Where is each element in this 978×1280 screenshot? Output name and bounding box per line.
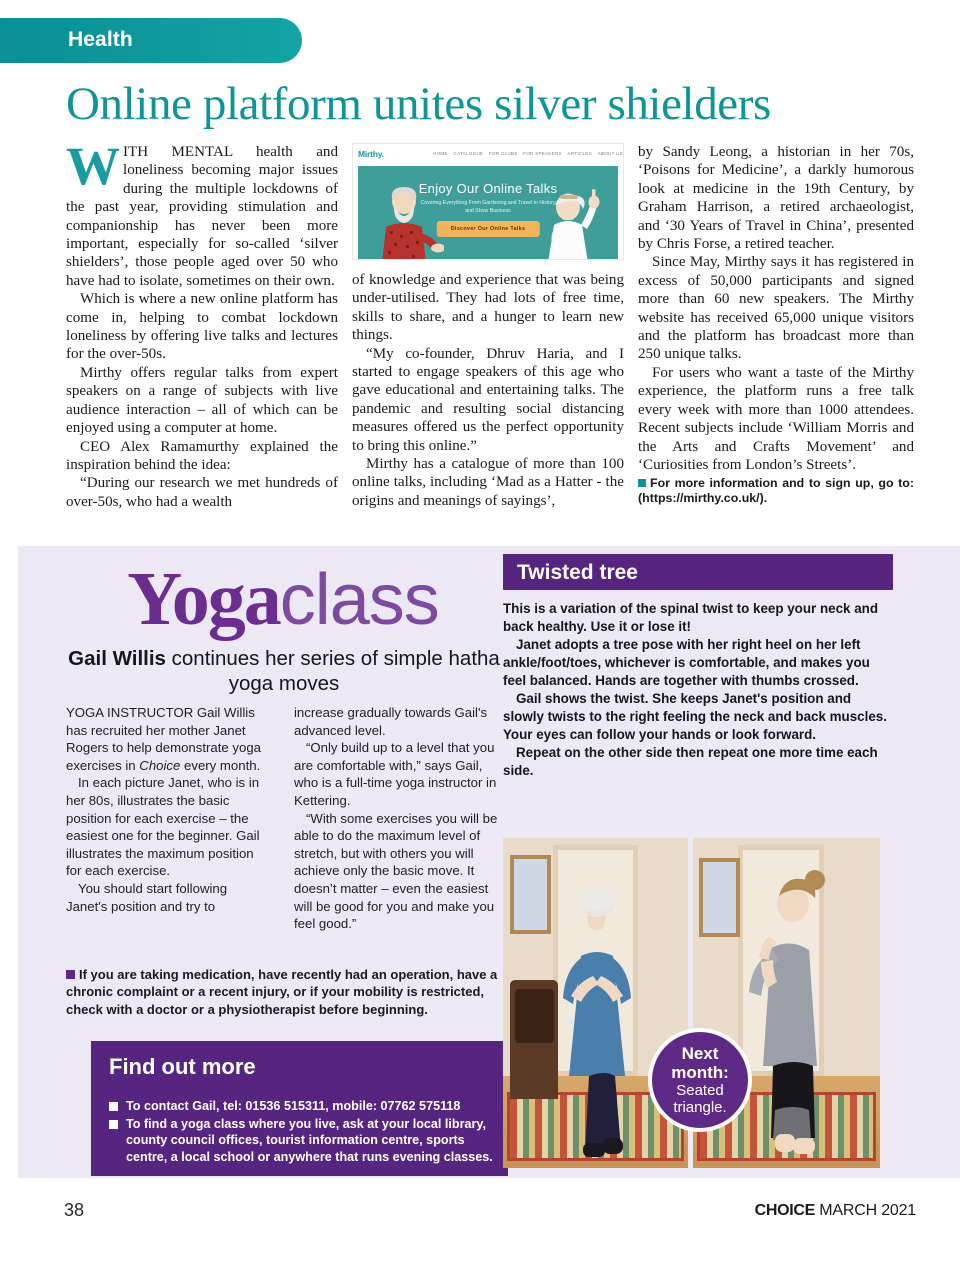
magazine-name-italic: Choice (139, 757, 181, 773)
paragraph: “During our research we met hundreds of over-50s, who had a wealth (66, 475, 338, 510)
medical-warning: If you are taking medication, have recently had an operation, have a chronic complaint or a recent injury, or if your mobility is restricted, check with a doctor or a physiotherapist before beginning. (66, 967, 498, 1017)
article-column-1 (66, 136, 338, 533)
yoga-column-1 (66, 704, 271, 915)
paragraph: “With some exercises you will be able to do the maximum level of stretch, but with others you will achieve only the basic move. It doesn’t matter – even the easiest will be good for you and make you feel good.” (294, 810, 498, 932)
page-title: Online platform unites silver shielders (66, 78, 771, 130)
yoga-column-2 (294, 704, 502, 933)
find-out-more-list (109, 1098, 499, 1166)
next-month-badge (648, 1028, 752, 1132)
next-badge-line4: triangle. (673, 1099, 727, 1116)
janet-figure (503, 838, 688, 1168)
paragraph: For users who want a taste of the Mirthy experience, the platform runs a free talk every week with more than 1000 attendees. Recent subjects include ‘William Morris and the Arts and Crafts Movement’ and ‘Curiosities from London’s Streets’. (638, 364, 914, 473)
paragraph: Repeat on the other side then repeat one more time each side. (503, 745, 878, 778)
yoga-subtitle-rest: continues her series of simple hatha yoga moves (165, 647, 500, 695)
twisted-tree-body (503, 600, 893, 780)
paragraph: Which is where a new online platform has come in, helping to combat lockdown loneliness by offering live talks and lectures for the over-50s. (66, 291, 338, 363)
hero-cta-button: Discover Our Online Talks (437, 221, 540, 237)
list-item: To contact Gail, tel: 01536 515311, mobile: 07762 575118 (109, 1098, 499, 1115)
mirthy-logo: Mirthy. (358, 149, 384, 159)
find-out-more-box (91, 1041, 508, 1176)
section-tab-label: Health (68, 28, 133, 51)
nav-catalogue: CATALOGUE (453, 151, 484, 156)
yoga-subtitle (64, 646, 504, 696)
hero-subtitle: Covering Everything From Gardening and Travel to History and Show Business (420, 200, 556, 214)
yoga-photo-pair (503, 838, 880, 1168)
paragraph: YOGA INSTRUCTOR Gail Willis has recruited her mother Janet Rogers to help demonstrate yoga exercises in Choice every month. (66, 705, 261, 773)
paragraph: CEO Alex Ramamurthy explained the inspiration behind the idea: (66, 438, 338, 473)
yoga-title-light: class (279, 560, 439, 640)
nav-for-clubs: FOR CLUBS (488, 151, 518, 156)
drop-cap: W (66, 136, 120, 196)
paragraph: Mirthy has a catalogue of more than 100 online talks, including ‘Mad as a Hatter - the origins and meanings of sayings’, (352, 456, 624, 509)
nav-articles: ARTICLES (567, 151, 592, 156)
article-column-3 (638, 143, 914, 533)
hero-title: Enjoy Our Online Talks (418, 181, 558, 196)
section-tab-health (0, 18, 302, 63)
yoga-author-name: Gail Willis (68, 647, 166, 670)
paragraph: increase gradually towards Gail's advanced level. (294, 705, 488, 738)
next-badge-line3: Seated (676, 1082, 724, 1099)
bullet-square-icon (66, 970, 75, 979)
paragraph: You should start following Janet's position and try to (66, 880, 228, 914)
magazine-name: CHOICE (754, 1202, 816, 1219)
bullet-square-icon (109, 1102, 118, 1111)
article-columns (66, 136, 914, 533)
twisted-tree-title: Twisted tree (517, 561, 638, 584)
next-badge-line2: month: (671, 1063, 729, 1082)
bullet-square-icon (109, 1120, 118, 1129)
yoga-title-bold: Yoga (127, 557, 280, 641)
paragraph: In each picture Janet, who is in her 80s, illustrates the basic position for each exercise – the easiest one for the beginner. Gail illustrates the maximum position for each exercise. (66, 775, 260, 879)
nav-about-us: ABOUT US (597, 151, 623, 156)
paragraph: Mirthy offers regular talks from expert speakers on a range of subjects with live audience interaction – all of which can be enjoyed using a computer at home. (66, 364, 338, 437)
paragraph: This is a variation of the spinal twist to keep your neck and back healthy. Use it or lose it! (503, 601, 879, 634)
next-badge-line1: Next (681, 1044, 719, 1063)
footer-magazine-info (755, 1202, 916, 1220)
page-number: 38 (64, 1200, 85, 1220)
photo-janet-tree-pose (503, 838, 688, 1168)
article-column-2 (352, 143, 624, 533)
paragraph: of knowledge and experience that was being under-utilised. They had lots of free time, skills to share, and a hunger to learn new things. (352, 272, 624, 344)
paragraph: Since May, Mirthy says it has registered in excess of 50,000 participants and signed more than 60 new speakers. The Mirthy website has received 65,000 unique visitors and the platform has broadcast more than 250 unique talks. (638, 254, 914, 363)
bullet-square-icon (638, 479, 646, 487)
nav-home: HOME (433, 151, 448, 156)
paragraph: “My co-founder, Dhruv Haria, and I started to engage speakers of this age who gave educational and entertaining talks. The pandemic and resulting social distancing measures offered us the perfect opportunity to bring this online.” (352, 345, 624, 454)
twisted-tree-header (503, 554, 893, 590)
yoga-intro-columns (66, 704, 506, 954)
nav-for-speakers: FOR SPEAKERS (523, 151, 562, 156)
paragraph: “Only build up to a level that you are comfortable with,” says Gail, who is a full-time yoga instructor in Kettering. (294, 740, 497, 808)
article-endnote: For more information and to sign up, go to: (https://mirthy.co.uk/). (638, 476, 914, 506)
paragraph: WITH MENTAL health and loneliness becoming major issues during the multiple lockdowns of the past year, providing stimulation and companionship has never been more important, especially for so-called ‘silver shielders’, those people aged over 50 who have had to isolate, sometimes on their own. (66, 136, 338, 289)
paragraph: Gail shows the twist. She keeps Janet's position and slowly twists to the right feeling the neck and back muscles. Your eyes can follow your hands or look forward. (503, 691, 887, 742)
list-item: To find a yoga class where you live, ask at your local library, county council offices, tourist information centre, sports centre, a local school or anywhere that runs evening classes. (109, 1116, 499, 1166)
issue-date: MARCH 2021 (815, 1202, 916, 1219)
paragraph: Janet adopts a tree pose with her right heel on her left ankle/foot/toes, whichever is comfortable, and makes you feel balanced. Hands are together with thumbs crossed. (503, 637, 870, 688)
paragraph: by Sandy Leong, a historian in her 70s, ‘Poisons for Medicine’, a darkly humorous look at medicine in the 19th Century, by Graham Harrison, a retired archaeologist, and ‘30 Years of Travel in China’, presented by Chris Forse, a retired teacher. (638, 144, 914, 253)
find-out-more-title: Find out more (109, 1054, 256, 1079)
yoga-title (68, 556, 498, 643)
